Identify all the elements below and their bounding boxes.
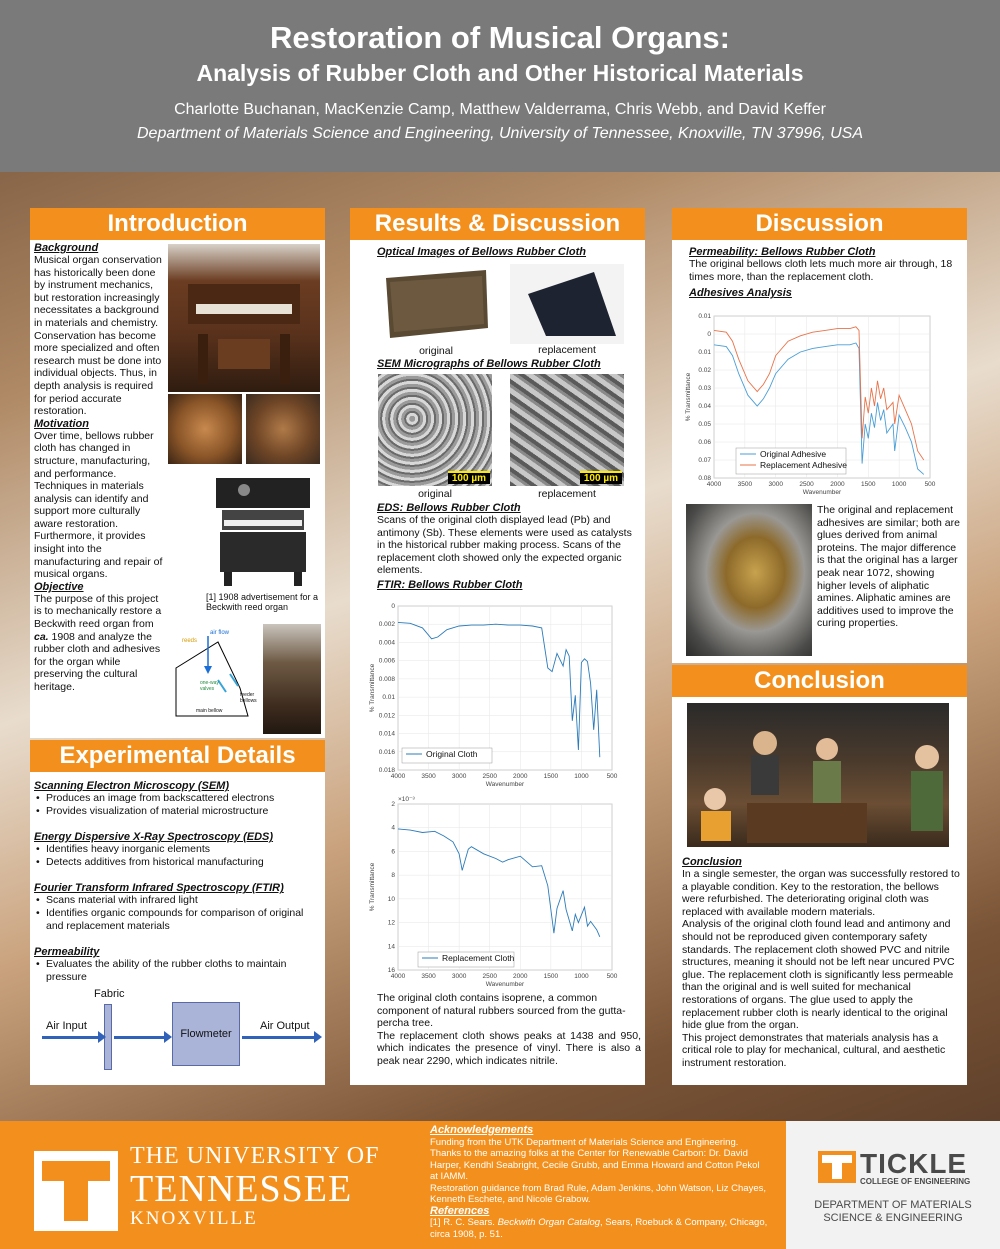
adhesives-plot	[680, 308, 958, 500]
air-input-arrowhead	[98, 1031, 106, 1043]
ut-line-3: KNOXVILLE	[130, 1208, 258, 1229]
y-tick-label: 0	[391, 603, 395, 610]
x-tick-label: 2000	[513, 773, 528, 780]
x-tick-label: 1500	[543, 973, 559, 980]
x-axis-label: Wavenumber	[485, 981, 525, 988]
x-tick-label: 2500	[799, 481, 814, 488]
conclusion-column	[672, 665, 967, 1085]
ut-line-1: THE UNIVERSITY OF	[130, 1143, 380, 1169]
list-item: • Detects additives from historical manufacturing	[34, 856, 322, 869]
y-tick-label: 0.012	[378, 712, 395, 720]
x-axis-label: Wavenumber	[802, 489, 842, 496]
x-tick-label: 3500	[421, 773, 436, 780]
y-tick-label: 0.06	[698, 439, 711, 446]
x-tick-label: 500	[606, 973, 618, 980]
adhesives-title: Adhesives Analysis	[689, 287, 792, 300]
y-tick-label: 14	[387, 943, 395, 951]
poster-subtitle: Analysis of Rubber Cloth and Other Historical Materials	[196, 60, 804, 86]
y-tick-label: 0.05	[698, 421, 711, 428]
conclusion-text-3: This project demonstrates that materials analysis has a critical role to play for mechanical, cultural, and aesthetic instrument restoration.	[682, 1031, 946, 1069]
plot-frame	[398, 804, 612, 970]
glue-pot-photo	[686, 504, 812, 656]
tickle-t-icon	[818, 1151, 856, 1183]
x-tick-label: 4000	[390, 773, 406, 780]
x-tick-label: 2000	[830, 481, 845, 488]
x-tick-label: 4000	[390, 973, 406, 980]
references-title: References	[430, 1204, 490, 1217]
list-item: • Identifies organic compounds for comparison of original and replacement materials	[34, 907, 322, 932]
x-tick-label: 3000	[451, 773, 467, 780]
advertisement-caption: [1] 1908 advertisement for a Beckwith reed organ	[206, 592, 319, 612]
fabric-to-flowmeter-arrowhead	[164, 1031, 172, 1043]
ftir-original-text: The original cloth contains isoprene, a common component of natural rubbers sourced from the gutta-percha tree.	[377, 992, 626, 1030]
team-photo	[687, 703, 949, 847]
organ-photo	[168, 244, 320, 392]
list-item: • Identifies heavy inorganic elements	[34, 843, 322, 856]
fabric-label: Fabric	[94, 988, 125, 1000]
footer	[0, 1121, 1000, 1249]
y-tick-label: 2	[391, 801, 395, 808]
ftir-original-plot	[368, 600, 626, 790]
y-tick-label: 0.014	[378, 730, 395, 738]
legend-entry: Replacement Cloth	[442, 953, 515, 963]
permeability-title: Permeability: Bellows Rubber Cloth	[689, 246, 876, 258]
y-tick-label: 0.006	[378, 657, 395, 665]
air-flow-label: air flow	[210, 630, 230, 636]
conclusion-heading: Conclusion	[672, 665, 967, 697]
y-tick-label: 0.018	[378, 767, 395, 774]
sem-original-scale-bar: 100 µm	[448, 471, 490, 484]
legend-entry: Original Cloth	[426, 749, 478, 759]
y-tick-label: 8	[391, 872, 395, 880]
experimental-heading: Experimental Details	[30, 740, 325, 772]
legend-entry: Original Adhesive	[760, 449, 827, 459]
conclusion-text-1: In a single semester, the organ was successfully restored to a playable condition. Key to the restoration, the bellows were refurbished. The deteriorating original cloth was replaced with available modern materials.	[682, 868, 960, 918]
introduction-heading: Introduction	[30, 208, 325, 240]
legend-entry: Replacement Adhesive	[760, 460, 847, 470]
acknowledgements-block	[430, 1125, 770, 1240]
sem-replacement-image	[510, 374, 624, 486]
objective-text: The purpose of this project is to mechanically restore a Beckwith reed organ from ca. 1908 and analyze the rubber cloth and adhesives for the organ while preserving the cultural heritage.	[34, 592, 162, 693]
conclusion-subtitle: Conclusion	[682, 856, 742, 868]
results-heading: Results & Discussion	[350, 208, 645, 240]
permeability-flow-diagram	[30, 988, 325, 1078]
sem-replacement-scale-bar: 100 µm	[580, 471, 622, 484]
background-title: Background	[34, 242, 99, 254]
y-tick-label: 6	[391, 848, 395, 856]
x-tick-label: 500	[606, 773, 618, 780]
adhesives-text: The original and replacement adhesives are similar; both are glues derived from animal proteins. The major difference is that the original has a larger peak near 1072, showing higher levels of aliphatic amines. Aliphatic amines are additives used to improve the curing properties.	[817, 504, 960, 630]
y-tick-label: 0.002	[378, 621, 395, 629]
tickle-subtitle: COLLEGE OF ENGINEERING	[860, 1177, 971, 1186]
authors: Charlotte Buchanan, MacKenzie Camp, Matthew Valderrama, Chris Webb, and David Keffer	[174, 101, 826, 118]
adhesives-chart	[680, 308, 958, 500]
y-tick-label: 0.016	[378, 748, 395, 756]
discussion-heading: Discussion	[672, 208, 967, 240]
acknowledgements-text-3: Restoration guidance from Brad Rule, Adam Jenkins, John Watson, Liz Chayes, Kenneth Eschete, and Nicole Grabow.	[430, 1182, 767, 1205]
ftir-method-list	[34, 894, 322, 932]
y-tick-label: 0.01	[382, 694, 395, 702]
x-tick-label: 1500	[861, 481, 876, 488]
x-axis-label: Wavenumber	[485, 781, 525, 788]
acknowledgements-title: Acknowledgements	[430, 1124, 534, 1136]
ftir-title: FTIR: Bellows Rubber Cloth	[377, 578, 523, 591]
fabric-to-flowmeter-arrow	[114, 1036, 168, 1039]
conclusion-text-2: Analysis of the original cloth found lead and antimony and should not be reproduced given contemporary safety standards. The replacement cloth showed PVC and nitrile structures, meaning it should not be left near uncured PVC glue. The replacement cloth is significantly less permeable than the original and is well suited for mechanical restorations of organs. The glue used to apply the replacement rubber cloth is nearly identical to the original hide glue from the organ.	[682, 918, 955, 1032]
dept-line-2: SCIENCE & ENGINEERING	[823, 1212, 963, 1224]
sem-original-label: original	[418, 488, 452, 500]
advertisement-engraving	[206, 470, 320, 588]
results-column	[350, 208, 645, 1085]
air-input-label: Air Input	[46, 1020, 87, 1032]
x-tick-label: 1000	[574, 773, 589, 780]
permeability-method-title: Permeability	[34, 946, 100, 959]
eds-text: Scans of the original cloth displayed lead (Pb) and antimony (Sb). These elements were used as catalysts in the historical rubber making process. Scans of the replacement cloth showed only the expected organic elements.	[377, 514, 632, 577]
eds-method-title: Energy Dispersive X-Ray Spectroscopy (EDS)	[34, 831, 274, 844]
medal-photo-right	[246, 394, 320, 464]
ftir-original-chart	[368, 600, 626, 790]
y-tick-label: 0.01	[698, 349, 711, 356]
x-tick-label: 500	[924, 481, 936, 488]
discussion-column	[672, 208, 967, 663]
y-tick-label: 12	[387, 919, 395, 927]
optical-images-title: Optical Images of Bellows Rubber Cloth	[377, 246, 587, 258]
ftir-replacement-plot	[368, 794, 626, 990]
y-tick-label: 0	[707, 331, 711, 338]
one-way-valves-label: one-way valves	[200, 680, 219, 692]
air-output-label: Air Output	[260, 1020, 310, 1032]
list-item: • Produces an image from backscattered electrons	[34, 792, 322, 805]
x-tick-label: 1000	[574, 973, 589, 980]
x-tick-label: 3500	[421, 973, 436, 980]
ftir-replacement-text: The replacement cloth shows peaks at 1438 and 950, which indicates the presence of vinyl. There is also a peak near 2290, which indicates nitrile.	[377, 1029, 641, 1067]
y-tick-label: 16	[387, 967, 395, 974]
tickle-logo-panel	[786, 1121, 1000, 1249]
permeability-text: The original bellows cloth lets much more air through, 18 times more, than the replacement cloth.	[689, 258, 953, 283]
ftir-method-title: Fourier Transform Infrared Spectroscopy (FTIR)	[34, 882, 284, 895]
objective-title: Objective	[34, 580, 84, 593]
list-item: • Scans material with infrared light	[34, 894, 322, 907]
sem-method-title: Scanning Electron Microscopy (SEM)	[34, 780, 229, 792]
reeds-label: reeds	[182, 638, 198, 644]
eds-method-list	[34, 843, 322, 868]
ftir-replacement-chart	[368, 794, 626, 990]
y-tick-label: 0.02	[698, 367, 711, 374]
y-tick-label: 0.01	[698, 313, 711, 320]
ut-wordmark	[130, 1143, 379, 1230]
reference-1: [1] R. C. Sears. Beckwith Organ Catalog, Sears, Roebuck & Company, Chicago, circa 1908, p. 51.	[430, 1217, 768, 1240]
poster-title: Restoration of Musical Organs:	[270, 20, 730, 55]
acknowledgements-text-2: Thanks to the amazing folks at the Center for Renewable Carbon: Dr. David Harper, Kendhl Seabright, Cecile Grubb, and Emma Howard and Cotton Pekol at IAMM.	[430, 1148, 760, 1182]
y-tick-label: 0.07	[698, 457, 711, 464]
x-tick-label: 4000	[706, 481, 722, 488]
plot-frame	[398, 606, 612, 770]
sem-method-list	[34, 792, 322, 817]
y-tick-label: 0.04	[698, 403, 711, 410]
optical-original-label: original	[419, 345, 453, 357]
sem-replacement-label: replacement	[538, 488, 596, 500]
x-tick-label: 2000	[513, 973, 528, 980]
main-bellow-label: main bellow	[196, 708, 223, 714]
dept-line-1: DEPARTMENT OF MATERIALS	[814, 1199, 972, 1211]
optical-replacement-image	[510, 264, 624, 344]
y-axis-label: % Transmittance	[685, 372, 692, 422]
x-tick-label: 3500	[737, 481, 753, 488]
feeder-bellows-label: feeder bellows	[240, 692, 257, 704]
ut-power-t-logo	[34, 1151, 118, 1231]
optical-replacement-label: replacement	[538, 344, 596, 356]
motivation-text: Over time, bellows rubber cloth has changed in structure, manufacturing, and performance. Techniques in materials analysis can identify and support more culturally aware restoration. Furthermore, it provides insight into the manufacturing and repair of musical organs.	[34, 429, 163, 581]
introduction-column	[30, 208, 325, 738]
sem-micrographs-title: SEM Micrographs of Bellows Rubber Cloth	[377, 358, 601, 370]
poster-header	[0, 0, 1000, 172]
experimental-column	[30, 740, 325, 1085]
flowmeter-label: Flowmeter	[180, 1028, 232, 1040]
flowmeter-box	[172, 1002, 240, 1066]
motivation-title: Motivation	[34, 417, 89, 430]
air-input-arrow	[42, 1036, 102, 1039]
background-text: Musical organ conservation has historically been done by instrument mechanics, but restoration increasingly necessitates a background in materials and chemistry. Conservation has become more specialized and often research must be done into individual objects. Thus, in depth analysis is required for period accurate restoration.	[34, 254, 162, 418]
x-tick-label: 1000	[891, 481, 907, 488]
y-tick-label: 0.004	[378, 639, 395, 647]
x-tick-label: 2500	[482, 973, 497, 980]
air-output-arrow	[242, 1036, 316, 1039]
eds-title: EDS: Bellows Rubber Cloth	[377, 502, 521, 514]
y-tick-label: 0.03	[698, 385, 711, 392]
acknowledgements-text-1: Funding from the UTK Department of Materials Science and Engineering.	[430, 1136, 739, 1148]
list-item: • Evaluates the ability of the rubber cloths to maintain pressure	[34, 958, 322, 983]
x-tick-label: 3000	[451, 973, 467, 980]
y-tick-label: 10	[387, 895, 395, 903]
y-tick-label: 0.08	[698, 475, 711, 482]
optical-original-image	[380, 264, 492, 344]
bellows-diagram	[168, 628, 258, 728]
y-multiplier-label: ×10⁻³	[398, 796, 415, 803]
y-axis-label: % Transmittance	[369, 663, 376, 713]
tickle-wordmark: TICKLE	[860, 1148, 968, 1179]
x-tick-label: 1500	[543, 773, 559, 780]
ut-line-2: TENNESSEE	[130, 1168, 353, 1210]
bellows-photo	[263, 624, 321, 734]
list-item: • Provides visualization of material microstructure	[34, 805, 322, 818]
air-output-arrowhead	[314, 1031, 322, 1043]
x-tick-label: 2500	[482, 773, 497, 780]
department: Department of Materials Science and Engineering, University of Tennessee, Knoxville, TN 37996, USA	[136, 125, 863, 142]
x-tick-label: 3000	[768, 481, 783, 488]
y-axis-label: % Transmittance	[369, 862, 376, 912]
medal-photo-left	[168, 394, 242, 464]
y-tick-label: 0.008	[378, 675, 395, 683]
permeability-method-list	[34, 958, 322, 983]
y-tick-label: 4	[391, 824, 395, 832]
sem-original-image	[378, 374, 492, 486]
